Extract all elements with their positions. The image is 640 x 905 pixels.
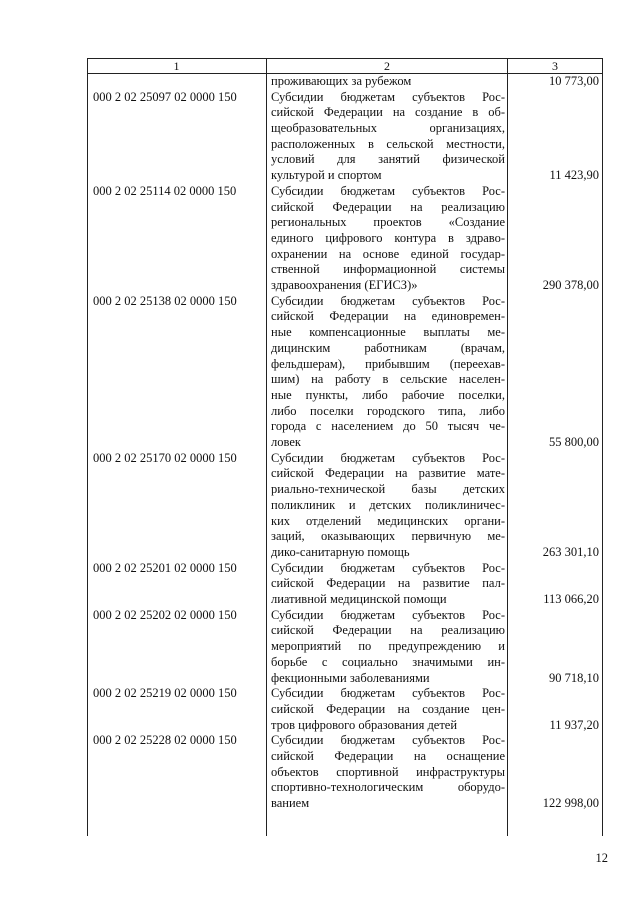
budget-code: 000 2 02 25170 02 0000 150: [93, 450, 237, 465]
header-column-2: 2: [384, 59, 390, 73]
description-line: ные компенсационные выплаты ме-: [271, 325, 505, 340]
row-amount: 113 066,20: [543, 592, 599, 607]
description-line: расположенных в сельской местности,: [271, 136, 505, 151]
description-line: фекционными заболеваниями: [271, 670, 430, 685]
description-line: сийской Федерации на реализацию: [271, 623, 505, 638]
row-amount: 263 301,10: [542, 545, 599, 559]
description-line: сийской Федерации на создание в об-: [271, 105, 505, 120]
description-line: Субсидии бюджетам субъектов Рос-: [271, 733, 505, 748]
description-line: дицинским работникам (врачам,: [271, 340, 505, 355]
column-3-right-border: [602, 58, 603, 836]
description-line: ванием: [271, 796, 310, 811]
budget-code: 000 2 02 25202 02 0000 150: [93, 607, 237, 622]
row-description: [271, 733, 505, 811]
description-line: фельдшерам), прибывшим (переехав-: [271, 356, 505, 371]
description-line: сийской Федерации на развитие пал-: [271, 576, 505, 591]
description-line: ные пункты, либо рабочие поселки,: [271, 387, 505, 402]
header-column-1: 1: [173, 59, 180, 73]
description-line: борьбе с социально значимыми ин-: [271, 654, 505, 669]
row-amount: 11 937,20: [549, 717, 599, 732]
description-line: Субсидии бюджетам субъектов Рос-: [271, 607, 505, 622]
budget-table: [87, 58, 603, 836]
description-line: условий для занятий физической: [271, 152, 505, 167]
budget-code: 000 2 02 25114 02 0000 150: [93, 183, 237, 198]
description-line: лиативной медицинской помощи: [271, 592, 447, 607]
row-amount: 290 378,00: [542, 278, 599, 293]
budget-code: 000 2 02 25097 02 0000 150: [93, 89, 237, 104]
row-description: [271, 686, 505, 733]
description-line: мероприятий по предупреждению и: [271, 639, 505, 654]
description-line: сийской Федерации на оснащение: [271, 749, 505, 764]
description-line: объектов спортивной инфраструктуры: [271, 764, 505, 779]
description-line: либо поселки городского типа, либо: [271, 403, 505, 418]
description-line: сийской Федерации на развитие мате-: [271, 466, 505, 481]
column-1-left-border: [87, 58, 88, 836]
description-line: Субсидии бюджетам субъектов Рос-: [271, 560, 505, 575]
row-description: [271, 90, 505, 184]
page-number: 12: [595, 851, 608, 865]
description-line: единого цифрового контура в здраво-: [271, 230, 505, 245]
row-description: [271, 608, 505, 686]
description-line: шим) на работу в сельские населен-: [271, 372, 505, 387]
row-description: [271, 184, 505, 294]
description-line: сийской Федерации на создание цен-: [271, 701, 505, 716]
row-description: [271, 451, 505, 561]
description-line: риально-технической базы детских: [271, 482, 505, 497]
description-line: сийской Федерации на реализацию: [271, 199, 505, 214]
row-amount: 90 718,10: [549, 670, 599, 685]
description-line: тров цифрового образования детей: [271, 717, 458, 732]
description-line: заций, оказывающих первичную ме-: [271, 529, 505, 544]
description-line: Субсидии бюджетам субъектов Рос-: [271, 183, 505, 198]
description-line: Субсидии бюджетам субъектов Рос-: [271, 89, 505, 104]
description-line: поликлиник и детских поликлиничес-: [271, 497, 505, 512]
row-amount: 55 800,00: [549, 435, 599, 450]
budget-code: 000 2 02 25201 02 0000 150: [93, 560, 237, 575]
description-line: Субсидии бюджетам субъектов Рос-: [271, 293, 505, 308]
row-amount: 11 423,90: [549, 168, 599, 183]
budget-code: 000 2 02 25228 02 0000 150: [93, 733, 237, 748]
column-2-3-divider: [507, 58, 508, 836]
description-line: сийской Федерации на единовремен-: [271, 309, 505, 324]
description-line: ловек: [271, 434, 301, 449]
row-description: [271, 294, 505, 451]
column-1-2-divider: [266, 58, 267, 836]
description-line: культурой и спортом: [271, 168, 382, 183]
description-line: дико-санитарную помощь: [271, 544, 410, 559]
budget-code: 000 2 02 25138 02 0000 150: [93, 293, 237, 308]
description-line: здравоохранения (ЕГИСЗ)»: [271, 278, 418, 293]
description-line: охранении на основе единой государ-: [271, 246, 505, 261]
description-line: щеобразовательных организациях,: [271, 121, 505, 136]
description-line: Субсидии бюджетам субъектов Рос-: [271, 450, 505, 465]
description-line: региональных проектов «Создание: [271, 215, 505, 230]
description-line: проживающих за рубежом: [271, 74, 412, 88]
header-column-3: 3: [552, 59, 558, 73]
row-description: [271, 561, 505, 608]
description-line: города с населением до 50 тысяч че-: [271, 419, 505, 434]
row-amount: 10 773,00: [549, 74, 599, 88]
description-line: спортивно-технологическим оборудо-: [271, 780, 505, 795]
budget-code: 000 2 02 25219 02 0000 150: [93, 686, 237, 701]
description-line: Субсидии бюджетам субъектов Рос-: [271, 686, 505, 701]
row-description: [271, 74, 505, 90]
description-line: ких отделений медицинских органи-: [271, 513, 505, 528]
row-amount: 122 998,00: [542, 796, 599, 811]
description-line: ственной информационной системы: [271, 262, 505, 277]
